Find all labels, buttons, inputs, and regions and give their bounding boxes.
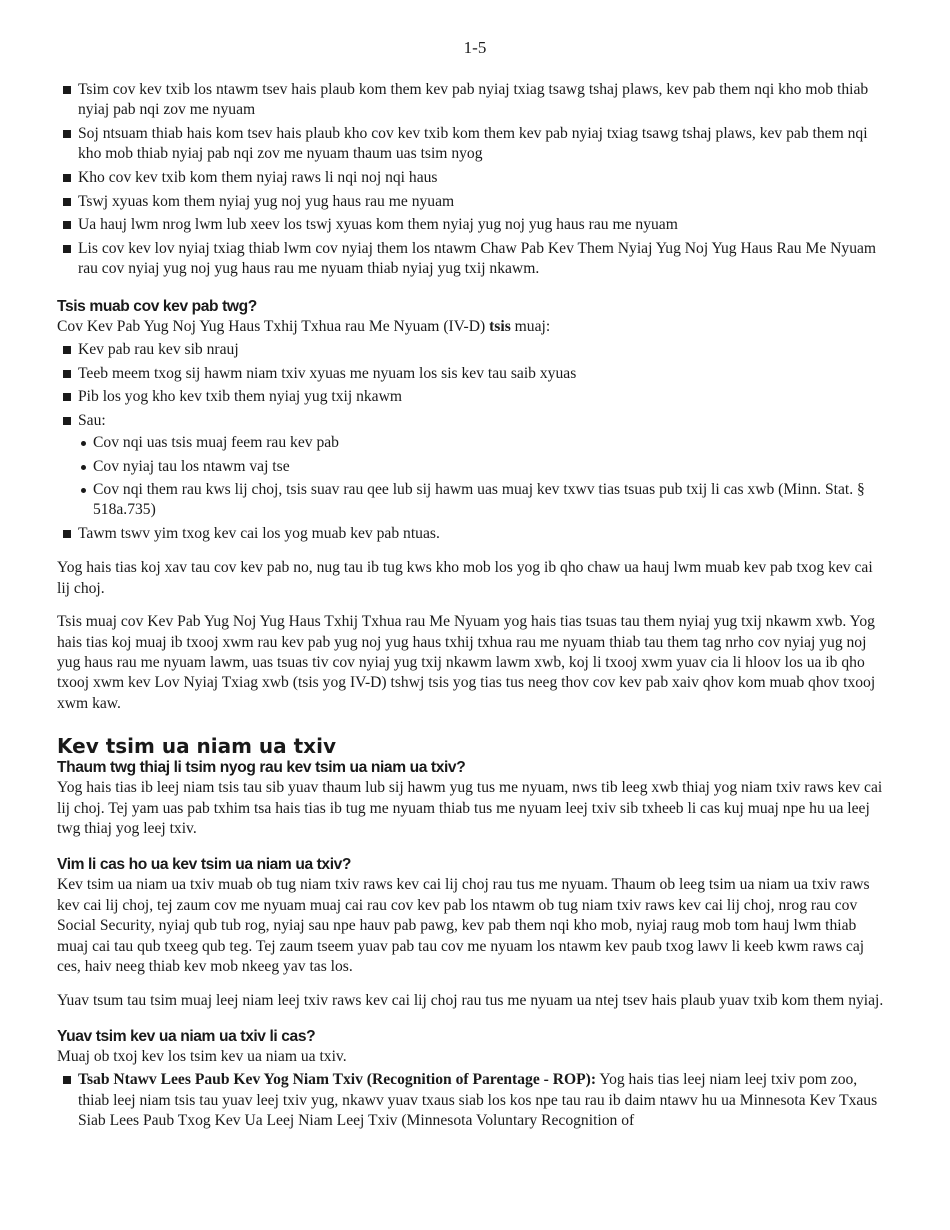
- paragraph: Kev tsim ua niam ua txiv muab ob tug niam txiv raws kev cai lij choj rau tus me nyuam. Thaum ob leeg tsim ua niam ua txiv raws kev cai lij choj, tej zaum cov me nyuam muaj cai rau cov kev pab los ntawm ob tug niam txiv raws kev cai lij choj, nrog rau cov Social Security, nyiaj qub tub rog, nyiaj sau npe hauv pab pawg, kev pab them nqi kho mob, nyiaj raug mob tom hauj lwm thiab muaj cai tau qub txeeg qub teg. Tej zaum tseem yuav pab tau cov me nyuam los ntawm kev paub txog lawv li keeb kwm raws caj ces, haiv neeg thiab kev mob nkeeg yav tas los.: [57, 876, 870, 976]
- list-item: Cov nyiaj tau los ntawm vaj tse: [78, 457, 887, 477]
- list-item: Pib los yog kho kev txib them nyiaj yug txij nkawm: [57, 387, 887, 407]
- list-item: [57, 411, 887, 521]
- list-item: Ua hauj lwm nrog lwm lub xeev los tswj xyuas kom them nyiaj yug noj yug haus rau me nyuam: [57, 215, 887, 235]
- intro-paragraph: Cov Kev Pab Yug Noj Yug Haus Txhij Txhua rau Me Nyuam (IV-D) tsis muaj:: [57, 317, 551, 335]
- page-content: [57, 80, 887, 1135]
- subheading: Thaum twg thiaj li tsim nyog rau kev tsim ua niam ua txiv?: [57, 759, 466, 777]
- subheading: Vim li cas ho ua kev tsim ua niam ua txiv?: [57, 856, 352, 874]
- list-item: Cov nqi uas tsis muaj feem rau kev pab: [78, 433, 887, 453]
- list-item: Cov nqi them rau kws lij choj, tsis suav rau qee lub sij hawm uas muaj kev txwv tias tsuas pub txij li cas xwb (Minn. Stat. § 518a.735): [78, 480, 887, 521]
- methods-list: [57, 1070, 887, 1131]
- list-item: Kho cov kev txib kom them nyiaj raws li nqi noj nqi haus: [57, 168, 887, 188]
- paragraph: Muaj ob txoj kev los tsim kev ua niam ua txiv.: [57, 1047, 347, 1065]
- heading-services-not-provided: Tsis muab cov kev pab twg?: [57, 297, 257, 315]
- list-item: Soj ntsuam thiab hais kom tsev hais plaub kho cov kev txib kom them kev pab nyiaj txiag tsawg tshaj plaws, kev pab them nqi kho mob thiab nyiaj pab nqi zov me nyuam thaum uas tsim nyog: [57, 124, 887, 165]
- list-item: Tswj xyuas kom them nyiaj yug noj yug haus rau me nyuam: [57, 192, 887, 212]
- sau-label: Sau:: [78, 411, 106, 429]
- services-list: [57, 80, 887, 280]
- heading-paternity: Kev tsim ua niam ua txiv: [57, 734, 336, 759]
- list-item: Tsab Ntawv Lees Paub Kev Yog Niam Txiv (Recognition of Parentage - ROP): Yog hais tias leej niam leej txiv pom zoo, thiab leej niam tsis tau yuav leej txiv yug, nkawv yuav txaus siab los kos npe tau rau ib daim ntawv hu ua Minnesota Kev Txaus Siab Lees Paub Txog Kev Ua Leej Niam Leej Txiv (Minnesota Voluntary Recognition of: [57, 1070, 887, 1131]
- paragraph: Tsis muaj cov Kev Pab Yug Noj Yug Haus Txhij Txhua rau Me Nyuam yog hais tias tsuas tau them nyiaj yug txij nkawm xwb. Yog hais tias koj muaj ib txooj xwm rau kev pab yug noj yug haus txhij txhua rau me nyuam thiab tau them tag nrho cov nyiaj yug noj yug haus rau me nyuam lawm, uas tsuas tiv cov nyiaj yug txij nkawm lawm xwb, koj li txooj xwm yuav cia li hloov los ua ib qho txooj xwm kev Lov Nyiaj Txiag xwb (tsis yog IV-D) tshwj tsis yog tias tus neeg thov cov kev pab xaiv qhov kom muab qhov txooj xwm kaw.: [57, 613, 876, 712]
- list-item: Tsim cov kev txib los ntawm tsev hais plaub kom them kev pab nyiaj txiag tsawg tshaj plaws, kev pab them nqi kho mob thiab nyiaj pab nqi zov me nyuam: [57, 80, 887, 121]
- list-item: Teeb meem txog sij hawm niam txiv xyuas me nyuam los sis kev tau saib xyuas: [57, 364, 887, 384]
- paragraph: Yog hais tias ib leej niam tsis tau sib yuav thaum lub sij hawm yug tus me nyuam, nws tib leeg xwb thiaj yog niam txiv raws kev cai lij choj. Tej yam uas pab txhim tsa hais tias ib tug me nyuam thiab tus me nyuam leej txiv sib txheeb li cas kuj muaj npe hu ua leej twg thiaj yog leej txiv.: [57, 779, 883, 838]
- not-provided-list: [57, 340, 887, 544]
- page-number: 1-5: [463, 38, 487, 57]
- list-item: Lis cov kev lov nyiaj txiag thiab lwm cov nyiaj them los ntawm Chaw Pab Kev Them Nyiaj Yug Noj Yug Haus Rau Me Nyuam rau cov nyiaj yug noj yug haus rau me nyuam thiab nyiaj yug txij nkawm.: [57, 239, 887, 280]
- subheading: Yuav tsim kev ua niam ua txiv li cas?: [57, 1027, 316, 1045]
- paragraph: Yuav tsum tau tsim muaj leej niam leej txiv raws kev cai lij choj rau tus me nyuam ua ntej tsev hais plaub yuav txib kom them nyiaj.: [57, 991, 884, 1009]
- sau-sublist: [78, 433, 887, 521]
- list-item: Kev pab rau kev sib nrauj: [57, 340, 887, 360]
- list-item: Tawm tswv yim txog kev cai los yog muab kev pab ntuas.: [57, 524, 887, 544]
- paragraph: Yog hais tias koj xav tau cov kev pab no, nug tau ib tug kws kho mob los yog ib qho chaw ua hauj lwm muab kev pab txog kev cai lij choj.: [57, 559, 873, 597]
